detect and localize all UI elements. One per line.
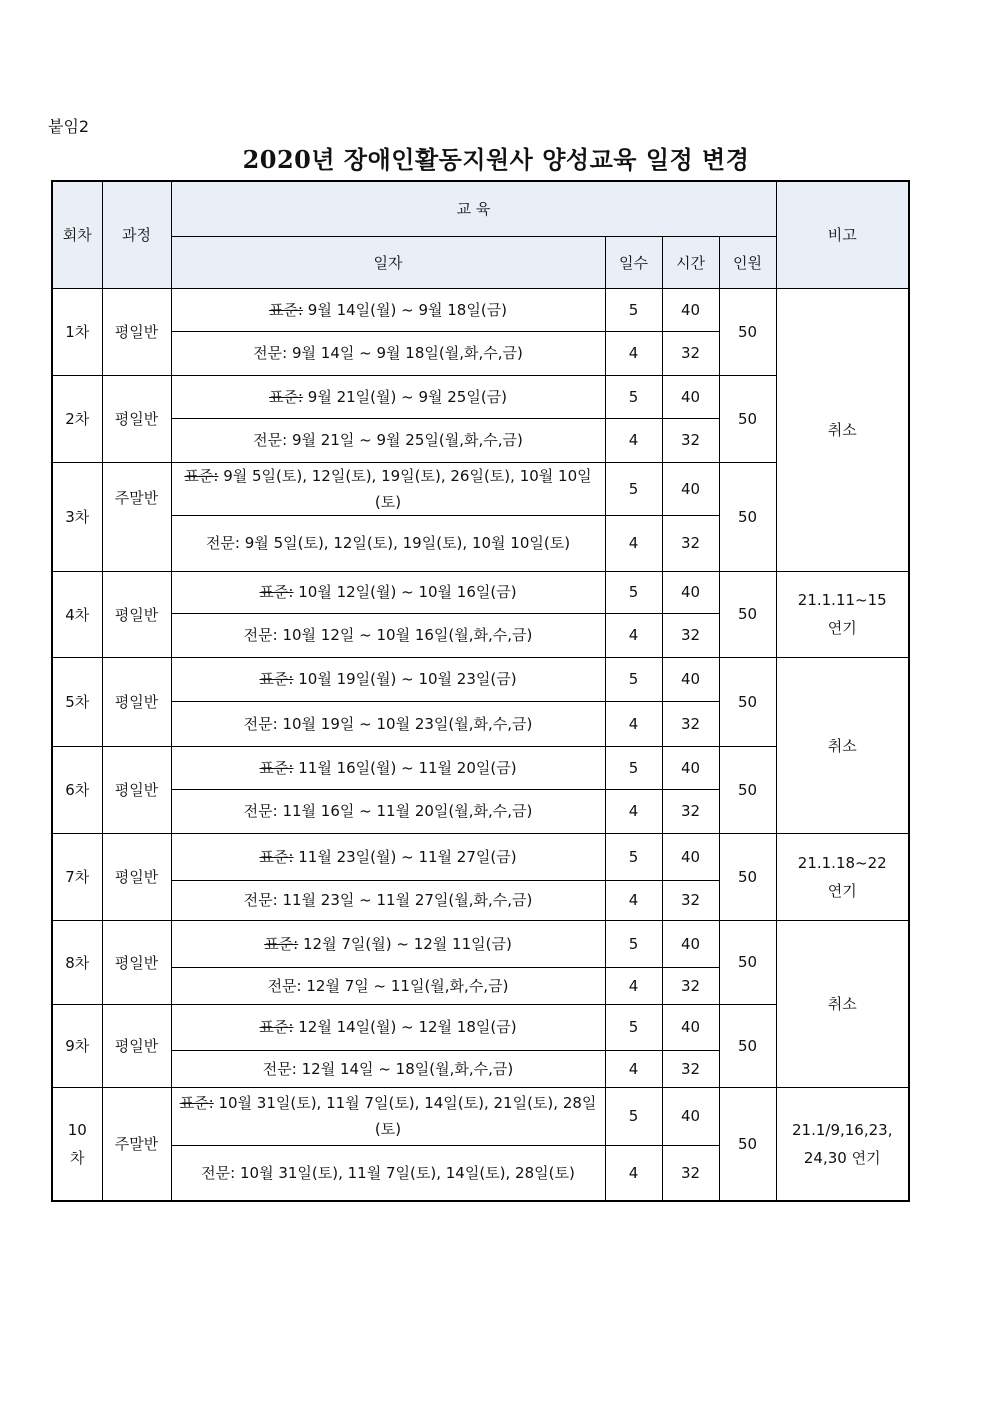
remarks-postpone-dates: 21.1/9,16,23,	[792, 1120, 893, 1139]
round-cell: 8차	[52, 920, 102, 1004]
expert-date: 12월 7일 ~ 11일(월,화,수,금)	[306, 976, 509, 995]
standard-label: 표준:	[184, 466, 219, 485]
days-cell: 5	[605, 571, 662, 613]
people-cell: 50	[719, 462, 776, 571]
days-cell: 5	[605, 288, 662, 331]
round-cell: 3차	[52, 462, 102, 571]
hours-cell: 32	[662, 701, 719, 746]
schedule-table	[51, 180, 910, 1202]
expert-date: 10월 31일(토), 11월 7일(토), 14일(토), 28일(토)	[239, 1163, 575, 1182]
days-cell: 5	[605, 1087, 662, 1145]
standard-date: 9월 14일(월) ~ 9월 18일(금)	[307, 300, 508, 319]
standard-date: 10월 12일(월) ~ 10월 16일(금)	[298, 583, 517, 601]
expert-label: 전문:	[243, 802, 278, 820]
standard-date-cell	[171, 571, 605, 613]
expert-label: 전문:	[243, 714, 278, 733]
round-cell	[52, 1087, 102, 1201]
remarks-postpone-text: 연기	[827, 881, 857, 900]
days-cell: 5	[605, 462, 662, 515]
standard-date: 10월 19일(월) ~ 10월 23일(금)	[298, 670, 517, 688]
hours-cell: 40	[662, 1087, 719, 1145]
hours-cell: 40	[662, 288, 719, 331]
standard-date-cell	[171, 288, 605, 331]
expert-date: 9월 14일 ~ 9월 18일(월,화,수,금)	[291, 344, 523, 362]
round-number: 10	[67, 1120, 87, 1139]
days-cell: 4	[605, 880, 662, 920]
standard-date: 9월 5일(토), 12일(토), 19일(토), 26일(토), 10월 10일(토)	[223, 466, 592, 511]
days-cell: 4	[605, 967, 662, 1004]
attachment-label: 붙임2	[48, 117, 90, 136]
hours-cell: 32	[662, 1050, 719, 1087]
standard-label: 표준:	[259, 670, 294, 688]
course-cell: 주말반	[102, 462, 171, 571]
standard-label: 표준:	[259, 758, 294, 777]
expert-date: 11월 23일 ~ 11월 27일(월,화,수,금)	[282, 891, 533, 909]
remarks-cell-postpone	[776, 833, 909, 920]
standard-date: 10월 31일(토), 11월 7일(토), 14일(토), 21일(토), 28일(토)	[218, 1094, 597, 1138]
remarks-postpone-text: 연기	[827, 619, 857, 637]
standard-label: 표준:	[179, 1094, 214, 1112]
standard-date-cell	[171, 375, 605, 418]
remarks-cell-cancel: 취소	[776, 288, 909, 571]
standard-date-cell	[171, 1087, 605, 1145]
hours-cell: 32	[662, 331, 719, 375]
expert-date: 10월 12일 ~ 10월 16일(월,화,수,금)	[282, 626, 533, 644]
course-cell: 평일반	[102, 746, 171, 833]
remarks-cell-cancel: 취소	[776, 920, 909, 1087]
people-cell: 50	[719, 920, 776, 1004]
expert-label: 전문:	[243, 626, 278, 644]
people-cell: 50	[719, 288, 776, 375]
course-cell: 평일반	[102, 571, 171, 657]
people-cell: 50	[719, 657, 776, 746]
hours-cell: 32	[662, 880, 719, 920]
days-cell: 5	[605, 920, 662, 967]
days-cell: 5	[605, 375, 662, 418]
days-cell: 5	[605, 746, 662, 789]
standard-date-cell	[171, 1004, 605, 1050]
header-people: 인원	[719, 236, 776, 288]
header-remarks: 비고	[776, 181, 909, 288]
people-cell: 50	[719, 375, 776, 462]
table-row	[52, 920, 909, 967]
expert-label: 전문:	[267, 976, 302, 995]
header-round: 회차	[52, 181, 102, 288]
standard-date-cell	[171, 746, 605, 789]
days-cell: 4	[605, 1050, 662, 1087]
days-cell: 4	[605, 331, 662, 375]
round-cell: 9차	[52, 1004, 102, 1087]
round-cell: 2차	[52, 375, 102, 462]
expert-date-cell	[171, 515, 605, 571]
standard-date: 11월 23일(월) ~ 11월 27일(금)	[298, 847, 517, 866]
days-cell: 5	[605, 657, 662, 701]
standard-date-cell	[171, 657, 605, 701]
table-row	[52, 833, 909, 880]
people-cell: 50	[719, 1004, 776, 1087]
days-cell: 4	[605, 613, 662, 657]
people-cell: 50	[719, 571, 776, 657]
course-cell: 평일반	[102, 1004, 171, 1087]
days-cell: 4	[605, 789, 662, 833]
days-cell: 4	[605, 418, 662, 462]
course-cell: 평일반	[102, 920, 171, 1004]
expert-date-cell	[171, 701, 605, 746]
standard-date: 11월 16일(월) ~ 11월 20일(금)	[298, 758, 517, 777]
standard-date-cell	[171, 462, 605, 515]
days-cell: 5	[605, 1004, 662, 1050]
course-cell: 주말반	[102, 1087, 171, 1201]
header-days: 일수	[605, 236, 662, 288]
expert-label: 전문:	[253, 431, 288, 449]
expert-date-cell	[171, 1050, 605, 1087]
expert-date: 9월 5일(토), 12일(토), 19일(토), 10월 10일(토)	[244, 534, 571, 552]
hours-cell: 40	[662, 1004, 719, 1050]
expert-date: 10월 19일 ~ 10월 23일(월,화,수,금)	[282, 714, 533, 733]
expert-date-cell	[171, 789, 605, 833]
remarks-cell-postpone	[776, 1087, 909, 1201]
round-cell: 5차	[52, 657, 102, 746]
remarks-postpone-dates: 21.1.11~15	[797, 591, 887, 609]
round-cell: 4차	[52, 571, 102, 657]
table-row	[52, 1087, 909, 1145]
hours-cell: 40	[662, 746, 719, 789]
expert-date-cell	[171, 967, 605, 1004]
expert-date: 11월 16일 ~ 11월 20일(월,화,수,금)	[282, 802, 533, 820]
header-date: 일자	[171, 236, 605, 288]
header-course: 과정	[102, 181, 171, 288]
expert-date-cell	[171, 613, 605, 657]
people-cell: 50	[719, 746, 776, 833]
round-suffix: 차	[70, 1148, 85, 1167]
course-cell: 평일반	[102, 657, 171, 746]
hours-cell: 40	[662, 657, 719, 701]
standard-date-cell	[171, 833, 605, 880]
expert-label: 전문:	[262, 1059, 297, 1078]
hours-cell: 32	[662, 515, 719, 571]
standard-date: 12월 7일(월) ~ 12월 11일(금)	[303, 934, 512, 953]
days-cell: 5	[605, 833, 662, 880]
header-hours: 시간	[662, 236, 719, 288]
standard-date: 9월 21일(월) ~ 9월 25일(금)	[307, 387, 508, 406]
standard-label: 표준:	[264, 934, 299, 953]
table-row	[52, 571, 909, 613]
standard-label: 표준:	[268, 387, 303, 406]
standard-label: 표준:	[259, 847, 294, 866]
hours-cell: 32	[662, 418, 719, 462]
round-cell: 1차	[52, 288, 102, 375]
standard-label: 표준:	[268, 300, 303, 319]
remarks-cell-postpone	[776, 571, 909, 657]
days-cell: 4	[605, 515, 662, 571]
days-cell: 4	[605, 1145, 662, 1201]
course-cell: 평일반	[102, 375, 171, 462]
expert-label: 전문:	[253, 344, 288, 362]
standard-label: 표준:	[259, 1018, 294, 1036]
expert-date-cell	[171, 880, 605, 920]
people-cell: 50	[719, 1087, 776, 1201]
expert-label: 전문:	[243, 891, 278, 909]
table-row	[52, 288, 909, 331]
standard-label: 표준:	[259, 583, 294, 601]
page-title: 2020년 장애인활동지원사 양성교육 일정 변경	[242, 145, 750, 174]
hours-cell: 40	[662, 571, 719, 613]
expert-label: 전문:	[205, 534, 240, 552]
expert-date-cell	[171, 418, 605, 462]
round-cell: 7차	[52, 833, 102, 920]
hours-cell: 32	[662, 613, 719, 657]
course-cell: 평일반	[102, 833, 171, 920]
expert-date-cell	[171, 1145, 605, 1201]
expert-date-cell	[171, 331, 605, 375]
hours-cell: 40	[662, 833, 719, 880]
people-cell: 50	[719, 833, 776, 920]
days-cell: 4	[605, 701, 662, 746]
hours-cell: 32	[662, 967, 719, 1004]
remarks-postpone-text: 24,30 연기	[803, 1148, 881, 1167]
standard-date: 12월 14일(월) ~ 12월 18일(금)	[298, 1018, 517, 1036]
hours-cell: 40	[662, 920, 719, 967]
expert-date: 12월 14일 ~ 18일(월,화,수,금)	[301, 1059, 514, 1078]
remarks-cell-cancel: 취소	[776, 657, 909, 833]
course-cell: 평일반	[102, 288, 171, 375]
round-cell: 6차	[52, 746, 102, 833]
standard-date-cell	[171, 920, 605, 967]
header-education: 교 육	[171, 181, 776, 236]
hours-cell: 40	[662, 462, 719, 515]
remarks-postpone-dates: 21.1.18~22	[797, 853, 887, 872]
expert-date: 9월 21일 ~ 9월 25일(월,화,수,금)	[291, 431, 523, 449]
hours-cell: 32	[662, 789, 719, 833]
table-row	[52, 657, 909, 701]
hours-cell: 32	[662, 1145, 719, 1201]
expert-label: 전문:	[201, 1163, 236, 1182]
hours-cell: 40	[662, 375, 719, 418]
